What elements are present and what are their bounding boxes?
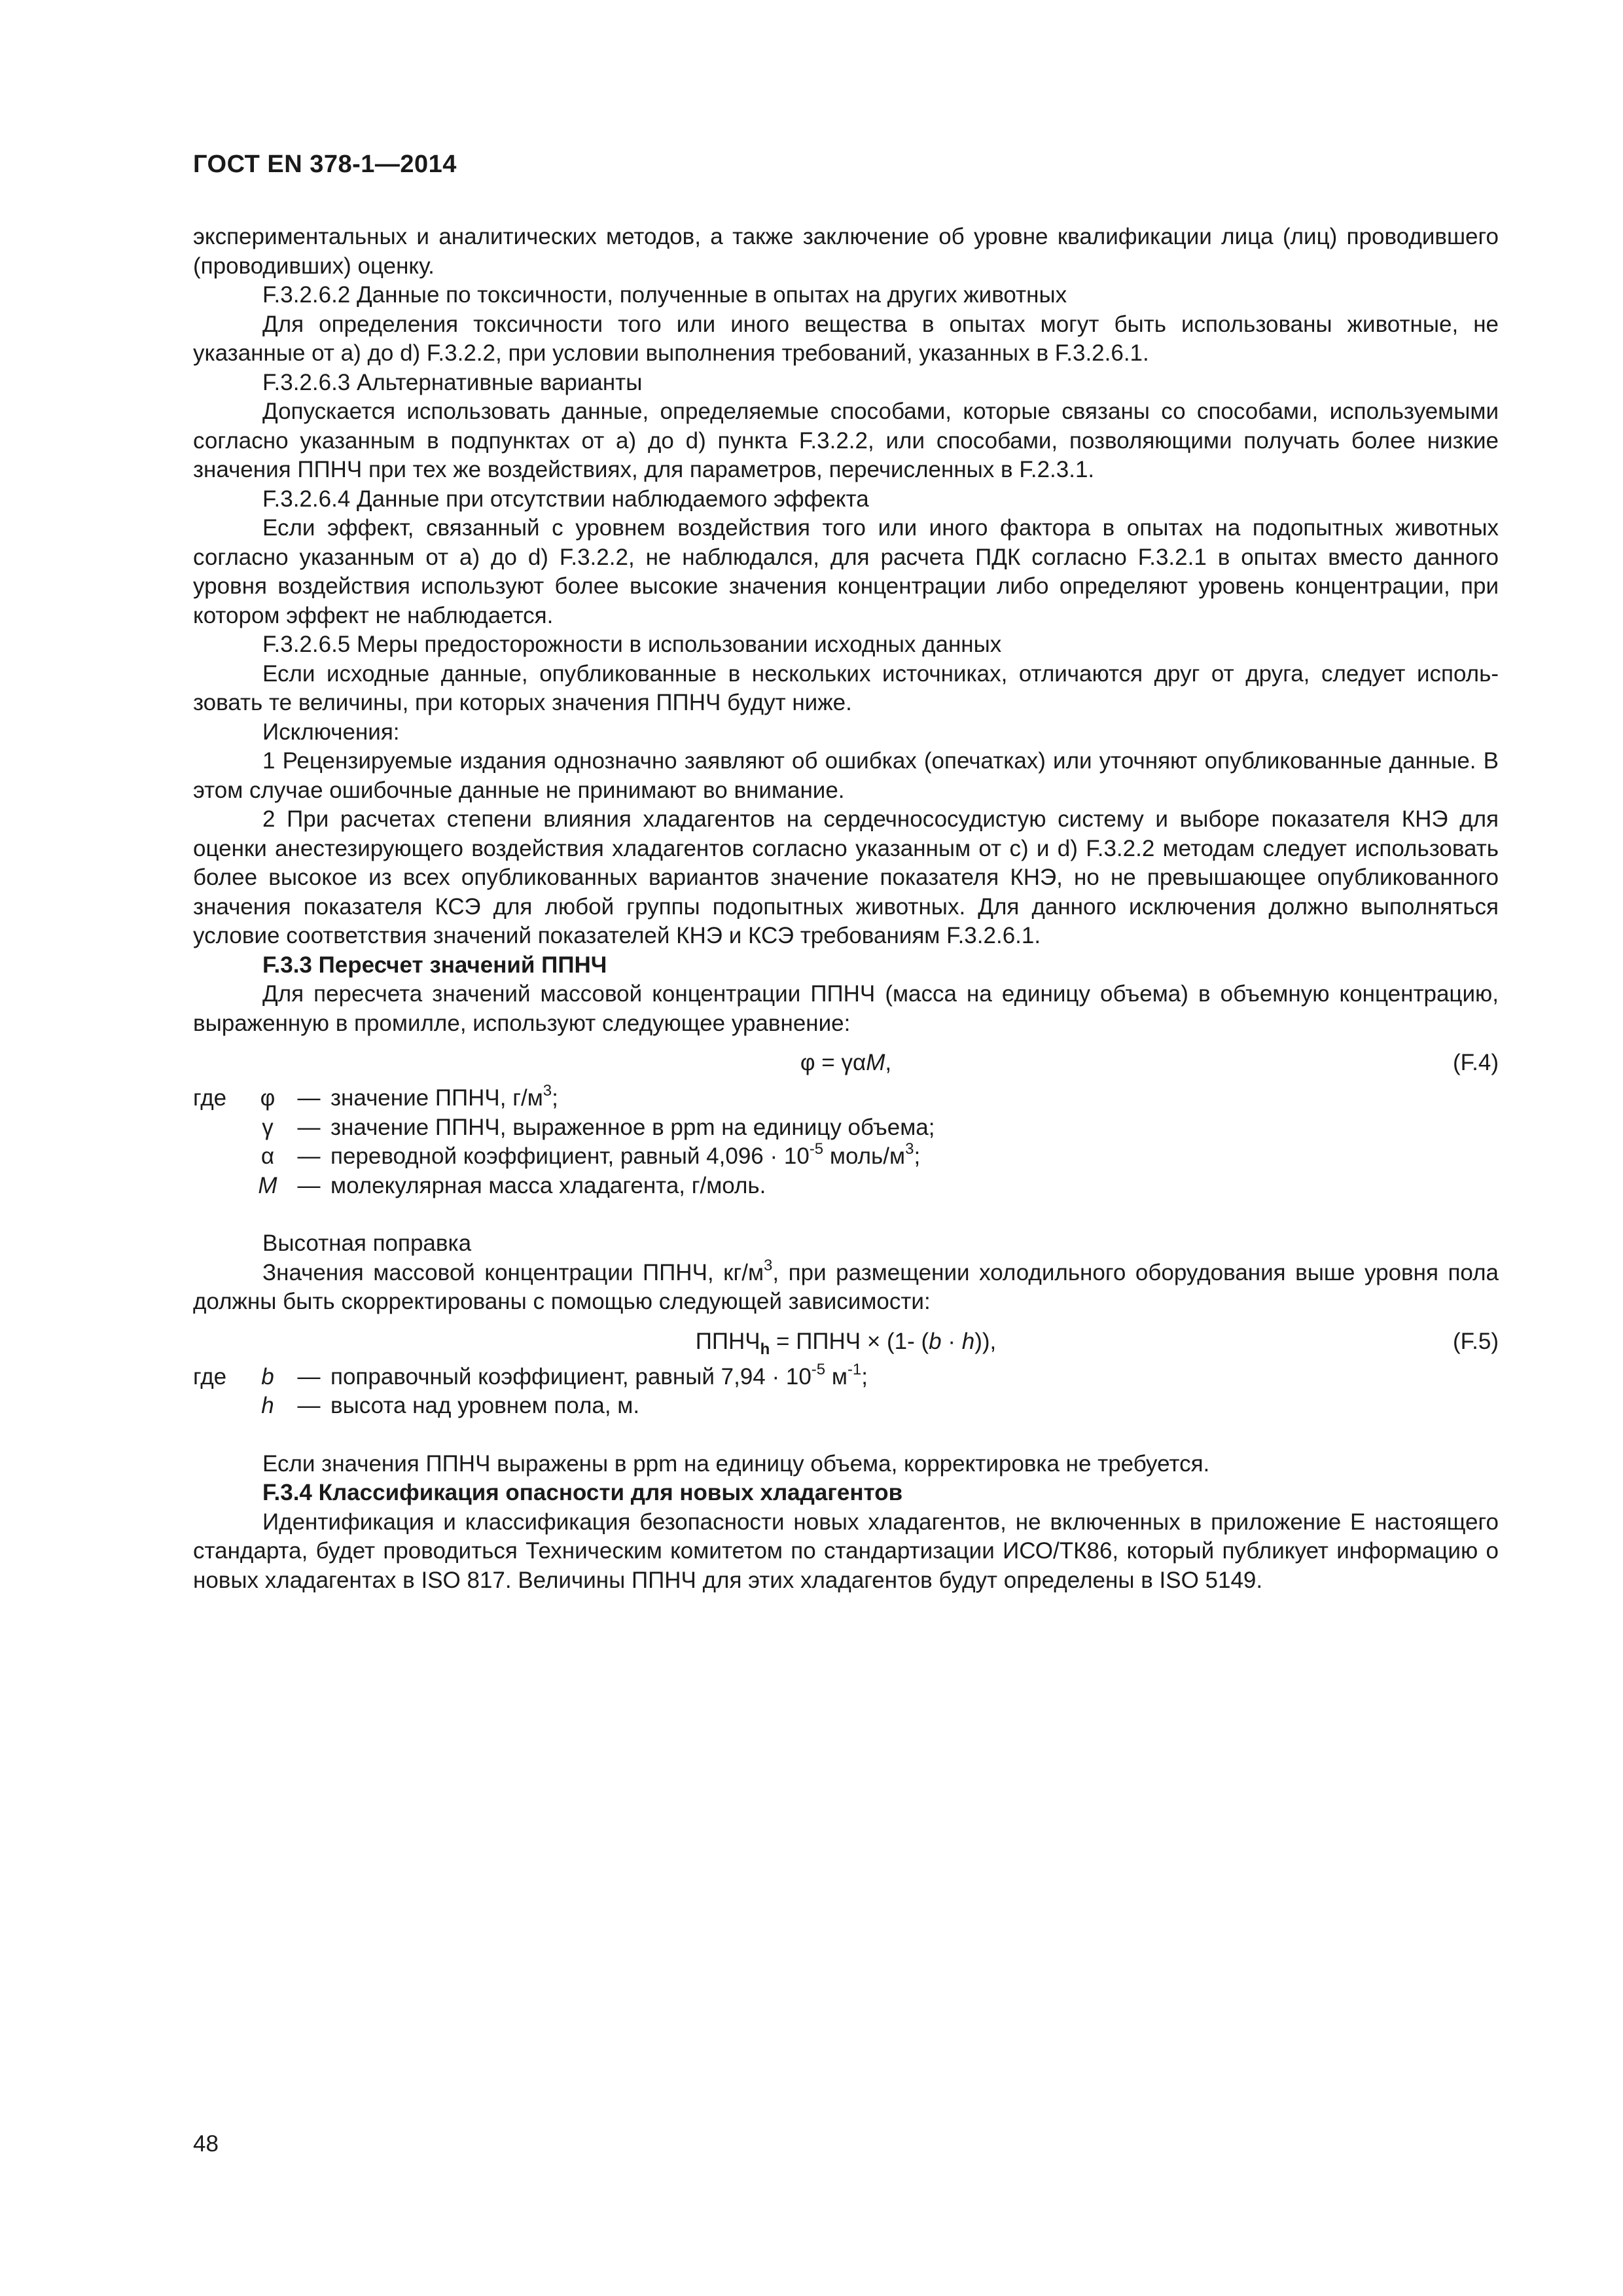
paragraph-f34: Идентификация и классификация безопасности новых хладагентов, не включенных в приложение Е настоящего стандарта, будет проводиться Техническим комитетом по стандартизации ИСО/ТК86, который публикует информацию о новых хладагентах в ISO 817. Величины ППНЧ для этих хладагентов будут определены в ISO 5149. [193, 1509, 1499, 1593]
formula-f4-expression: φ = γαM, [800, 1050, 892, 1075]
section-heading-f3264: F.3.2.6.4 Данные при отсутствии наблюдаемого эффекта [262, 486, 869, 512]
where-table-f5 [193, 1360, 868, 1421]
page-body [193, 223, 1499, 1595]
formula-f5-expression: $ППНЧ_h$ = ППНЧ × (1- (b · h)), [695, 1328, 997, 1358]
paragraph-f3264: Если эффект, связанный с уровнем воздействия того или иного фактора в опытах на подопытных животных согласно указанным от а) до d) F.3.2.2, не наблюдался, для расчета ПДК согласно F.3.2.1 в опытах вместо данного уровня воздействия используют более высокие значения концентрации либо определяют уровень концентрации, при котором эффект не наблюдается. [193, 515, 1499, 628]
paragraph-f3265: Если исходные данные, опубликованные в нескольких источниках, отличаются друг от друга, следует использовать те величины, при которых значения ППНЧ будут ниже. [193, 660, 1499, 715]
where-row-gamma: γ — значение ППНЧ, выраженное в ppm на единицу объема; [262, 1114, 935, 1140]
section-heading-f33: F.3.3 Пересчет значений ППНЧ [262, 952, 607, 978]
where-row-phi: где φ — значение ППНЧ, $г/м^3$; [193, 1082, 558, 1111]
page-number: 48 [193, 2131, 219, 2157]
paragraph-f3262: Для определения токсичности того или иного вещества в опытах могут быть использованы животные, не указанные от а) до d) F.3.2.2, при условии выполнения требований, указанных в F.3.2.6.1. [193, 311, 1499, 366]
where-row-b: где b — поправочный коэффициент, равный $7,94 \cdot 10^{-5}$ $м^{-1}$; [193, 1360, 868, 1390]
formula-f5-number: (F.5) [1453, 1328, 1499, 1354]
paragraph-f33: Для пересчета значений массовой концентрации ППНЧ (масса на единицу объема) в объемную концентрацию, выраженную в промилле, используют следующее уравнение: [193, 981, 1499, 1036]
section-heading-f3265: F.3.2.6.5 Меры предосторожности в использовании исходных данных [262, 632, 1002, 657]
formula-f4-number: (F.4) [1453, 1050, 1499, 1075]
where-row-h: h — высота над уровнем пола, м. [261, 1393, 640, 1418]
altitude-correction-title: Высотная поправка [262, 1230, 472, 1256]
paragraph-continuation: экспериментальных и аналитических методов, а также заключение об уровне квалификации лица (лиц) проводившего (проводивших) оценку. [193, 224, 1499, 279]
document-header: ГОСТ EN 378-1—2014 [193, 151, 457, 178]
section-heading-f34: F.3.4 Классификация опасности для новых хладагентов [262, 1480, 903, 1505]
ppm-note: Если значения ППНЧ выражены в ppm на единицу объема, корректировка не требуется. [262, 1450, 1210, 1477]
formula-f5 [193, 1323, 1499, 1361]
exception-item-2: 2 При расчетах степени влияния хладагентов на сердечнососудистую систему и выборе показателя КНЭ для оценки анестезирующего воздействия хладагентов согласно указанным от с) и d) F.3.2.2 методам следует использовать более высокое из всех опубликованных вариантов значение показателя КНЭ, но не превышающее опубликованного значения показателя КСЭ для любой группы подопытных животных. Для данного исключения должно выполняться условие соответствия значений показателей КНЭ и КСЭ требованиям F.3.2.6.1. [193, 806, 1499, 948]
where-row-alpha: α — переводной коэффициент, равный $4,096 \cdot 10^{-5}$ моль/$м^3$; [260, 1140, 921, 1169]
exceptions-label: Исключения: [262, 719, 400, 745]
altitude-correction-paragraph: Значения массовой концентрации ППНЧ, $кг/м^3$, при размещении холодильного оборудования выше уровня пола должны быть скорректированы с помощью следующей зависимости: [193, 1256, 1499, 1314]
exception-item-1: 1 Рецензируемые издания однозначно заявляют об ошибках (опечатках) или уточняют опубликованные данные. В этом случае ошибочные данные не принимают во внимание. [193, 748, 1499, 803]
section-heading-f3263: F.3.2.6.3 Альтернативные варианты [262, 369, 643, 395]
section-heading-f3262: F.3.2.6.2 Данные по токсичности, полученные в опытах на других животных [262, 282, 1067, 308]
paragraph-f3263: Допускается использовать данные, определяемые способами, которые связаны со способами, используемыми согласно указанным в подпунктах от а) до d) пункта F.3.2.2, или способами, позволяющими получать более низкие значения ППНЧ при тех же воздействиях, для параметров, перечисленных в F.2.3.1. [193, 399, 1499, 482]
where-row-m: M — молекулярная масса хладагента, г/моль. [258, 1172, 766, 1198]
where-table-f4 [193, 1084, 935, 1200]
formula-f4 [193, 1045, 1499, 1083]
